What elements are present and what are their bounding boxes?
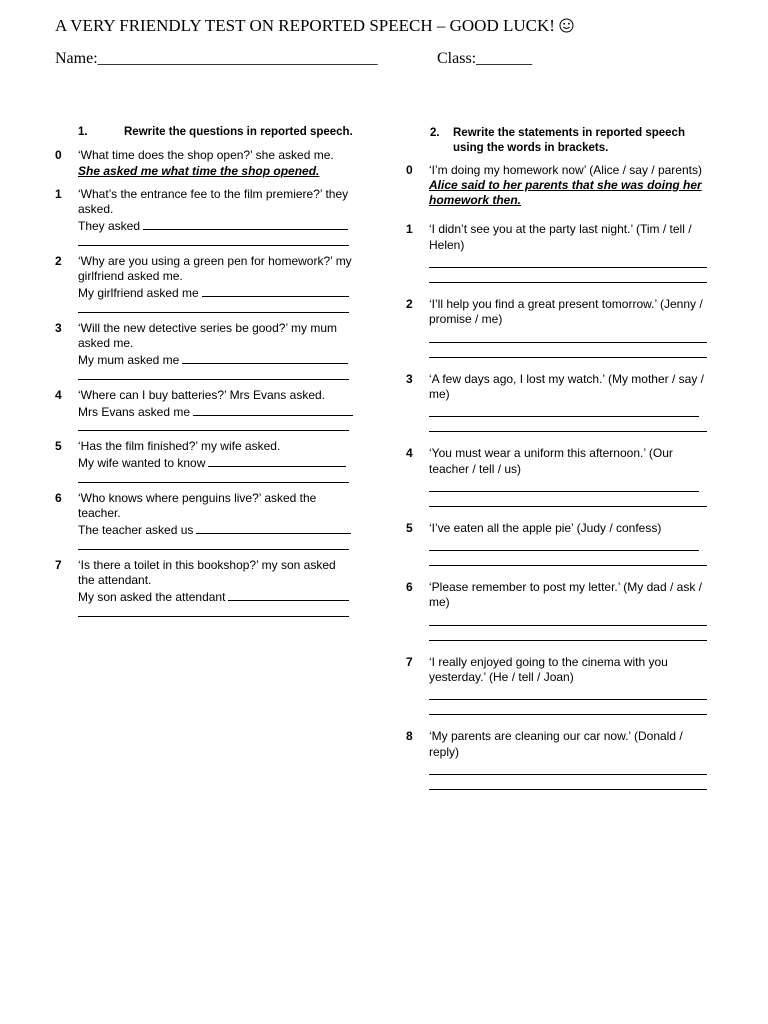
statement-1 — [406, 222, 712, 283]
question-0 — [55, 148, 355, 179]
statement-number: 4 — [406, 446, 413, 461]
answer-prompt[interactable] — [78, 521, 355, 538]
statement-3 — [406, 372, 712, 433]
answer-prompt[interactable] — [78, 588, 355, 605]
statement-text: ‘A few days ago, I lost my watch.’ (My mother / say / me) — [429, 371, 704, 401]
section-1 — [55, 125, 355, 617]
question-number: 7 — [55, 557, 62, 572]
example-answer: Alice said to her parents that she was doing her homework then. — [429, 177, 702, 208]
page-title — [55, 16, 574, 36]
statement-text: ‘Please remember to post my letter.’ (My dad / ask / me) — [429, 580, 702, 610]
statement-8 — [406, 729, 712, 790]
question-text: ‘Is there a toilet in this bookshop?’ my son asked the attendant. — [78, 557, 336, 587]
answer-line[interactable] — [429, 253, 707, 268]
answer-line[interactable] — [429, 417, 707, 432]
prompt-text: The teacher asked us — [78, 523, 194, 538]
question-4 — [55, 388, 355, 432]
answer-blank[interactable] — [196, 521, 351, 534]
statement-number: 7 — [406, 654, 413, 669]
question-text: ‘What’s the entrance fee to the film premiere?’ they asked. — [78, 186, 349, 217]
answer-line[interactable] — [429, 626, 707, 641]
question-5 — [55, 439, 355, 483]
question-3 — [55, 321, 355, 380]
question-text: ‘Why are you using a green pen for homework?’ my girlfriend asked me. — [78, 253, 352, 284]
prompt-text: Mrs Evans asked me — [78, 404, 191, 419]
answer-line[interactable] — [78, 540, 349, 550]
question-2 — [55, 254, 355, 313]
question-text: ‘Has the film finished?’ my wife asked. — [78, 439, 281, 454]
example-answer: She asked me what time the shop opened. — [78, 163, 320, 178]
question-6 — [55, 491, 355, 550]
answer-line[interactable] — [429, 477, 699, 492]
answer-prompt[interactable] — [78, 351, 355, 368]
prompt-text: My mum asked me — [78, 353, 180, 368]
section-2 — [406, 126, 712, 790]
statement-text: ‘You must wear a uniform this afternoon.’ (Our teacher / tell / us) — [429, 446, 673, 476]
question-text: ‘Will the new detective series be good?’ my mum asked me. — [78, 320, 337, 350]
question-text: ‘Who knows where penguins live?’ asked the teacher. — [78, 490, 317, 521]
statement-6 — [406, 580, 712, 641]
statement-7 — [406, 655, 712, 716]
answer-prompt[interactable] — [78, 217, 355, 234]
answer-line[interactable] — [429, 328, 707, 343]
answer-line[interactable] — [429, 760, 707, 775]
answer-line[interactable] — [429, 611, 707, 626]
statement-number: 2 — [406, 297, 413, 312]
section-1-heading — [55, 125, 355, 140]
question-number: 4 — [55, 387, 62, 402]
statement-text: ‘I really enjoyed going to the cinema with you yesterday.’ (He / tell / Joan) — [429, 654, 668, 685]
answer-line[interactable] — [78, 236, 349, 246]
answer-blank[interactable] — [182, 351, 348, 364]
section-2-number: 2. — [430, 127, 440, 139]
section-1-number: 1. — [78, 126, 88, 138]
statement-number: 8 — [406, 729, 413, 744]
statement-number: 0 — [406, 162, 413, 177]
section-1-heading-text: Rewrite the questions in reported speech. — [124, 126, 353, 138]
answer-line[interactable] — [78, 421, 349, 431]
answer-line[interactable] — [429, 343, 707, 358]
answer-blank[interactable] — [208, 454, 346, 467]
question-7 — [55, 558, 355, 617]
answer-prompt[interactable] — [78, 454, 355, 471]
statement-4 — [406, 446, 712, 507]
prompt-text: My wife wanted to know — [78, 456, 206, 471]
statement-text: ‘My parents are cleaning our car now.’ (Donald / reply) — [429, 729, 683, 759]
question-number: 2 — [55, 253, 62, 268]
answer-line[interactable] — [78, 607, 349, 617]
answer-prompt[interactable] — [78, 403, 355, 420]
answer-line[interactable] — [78, 370, 349, 380]
statement-number: 3 — [406, 371, 413, 386]
statement-number: 1 — [406, 222, 413, 237]
class-field[interactable] — [437, 50, 532, 68]
answer-blank[interactable] — [143, 217, 348, 230]
question-text: ‘What time does the shop open?’ she asked me. — [78, 148, 334, 163]
answer-line[interactable] — [429, 402, 699, 417]
class-blank[interactable]: _______ — [476, 50, 533, 67]
statement-text: ‘I didn’t see you at the party last night.’ (Tim / tell / Helen) — [429, 222, 692, 252]
class-label: Class: — [437, 50, 477, 67]
statement-text: ‘I’m doing my homework now’ (Alice / say / parents) — [429, 162, 702, 177]
statement-0 — [406, 163, 712, 209]
answer-line[interactable] — [429, 536, 699, 551]
answer-line[interactable] — [78, 303, 349, 313]
answer-blank[interactable] — [193, 403, 353, 416]
answer-blank[interactable] — [228, 588, 349, 601]
question-text: ‘Where can I buy batteries?’ Mrs Evans asked. — [78, 387, 325, 402]
statement-5 — [406, 521, 712, 566]
name-blank[interactable]: ___________________________________ — [97, 50, 378, 67]
question-1 — [55, 187, 355, 246]
answer-line[interactable] — [429, 685, 707, 700]
answer-line[interactable] — [429, 700, 707, 715]
answer-line[interactable] — [429, 492, 707, 507]
question-number: 6 — [55, 490, 62, 505]
section-2-heading-text: Rewrite the statements in reported speech using the words in brackets. — [453, 127, 685, 155]
name-field[interactable] — [55, 50, 378, 68]
question-number: 3 — [55, 320, 62, 335]
name-label: Name: — [55, 50, 98, 67]
answer-line[interactable] — [78, 473, 349, 483]
question-number: 5 — [55, 439, 62, 454]
answer-line[interactable] — [429, 775, 707, 790]
answer-line[interactable] — [429, 268, 707, 283]
smiley-icon — [559, 18, 574, 33]
statement-2 — [406, 297, 712, 358]
answer-blank[interactable] — [202, 284, 349, 297]
statement-number: 5 — [406, 520, 413, 535]
answer-prompt[interactable] — [78, 284, 355, 301]
prompt-text: My son asked the attendant — [78, 590, 226, 605]
question-number: 1 — [55, 186, 62, 201]
statement-text: ‘I’ve eaten all the apple pie’ (Judy / confess) — [429, 520, 662, 535]
title-text: A VERY FRIENDLY TEST ON REPORTED SPEECH – GOOD LUCK! — [55, 16, 555, 35]
answer-line[interactable] — [429, 551, 707, 566]
statement-text: ‘I’ll help you find a great present tomorrow.’ (Jenny / promise / me) — [429, 297, 703, 327]
statement-number: 6 — [406, 580, 413, 595]
question-number: 0 — [55, 148, 62, 163]
section-2-heading — [406, 126, 712, 157]
prompt-text: My girlfriend asked me — [78, 286, 199, 301]
prompt-text: They asked — [78, 219, 141, 234]
